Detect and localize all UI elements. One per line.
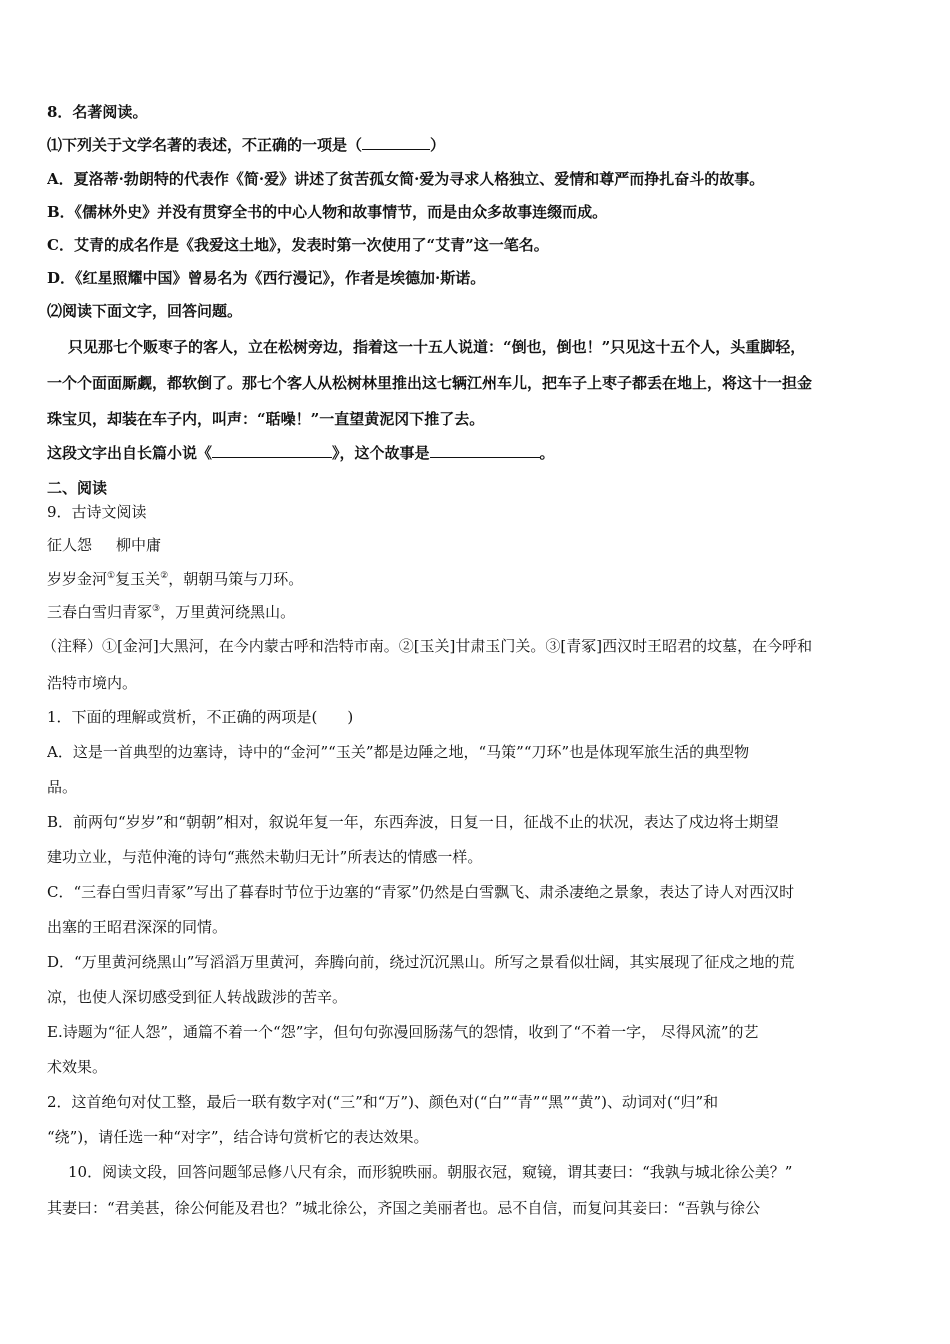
q9-sub2: “绕”)，请任选一种“对字”，结合诗句赏析它的表达效果。	[47, 1128, 429, 1146]
fill-text: 。	[539, 444, 555, 462]
passage-line: 一个个面面厮觑，都软倒了。那七个客人从松树林里推出这七辆江州车儿，把车子上枣子都丢在地上，将这十一担金	[47, 374, 813, 392]
q9-option-e: E.诗题为“征人怨”，通篇不着一个“怨”字，但句句弥漫回肠荡气的怨情，收到了“不着一字， 尽得风流”的艺	[47, 1023, 759, 1041]
q8-option-b: B．《儒林外史》并没有贯穿全书的中心人物和故事情节，而是由众多故事连缀而成。	[47, 203, 608, 221]
q9-option-d: D．“万里黄河绕黑山”写滔滔万里黄河，奔腾向前，绕过沉沉黑山。所写之景看似壮阔，其实展现了征戍之地的荒	[47, 953, 795, 971]
poem-notes: 浩特市境内。	[47, 674, 138, 692]
q8-part1-close: ）	[430, 136, 446, 154]
footnote-marker: ②	[160, 571, 169, 581]
story-name-blank[interactable]	[430, 442, 540, 458]
q9-option-d: 凉，也使人深切感受到征人转战跋涉的苦辛。	[47, 988, 348, 1006]
q9-option-e: 术效果。	[47, 1058, 108, 1076]
q9-title: 9．古诗文阅读	[47, 503, 147, 521]
q9-sub1-title: 1．下面的理解或赏析，不正确的两项是( )	[47, 708, 354, 726]
q9-option-a: A．这是一首典型的边塞诗，诗中的“金河”“玉关”都是边陲之地，“马策”“刀环”也是体现军旅生活的典型物	[47, 743, 750, 761]
q8-fill-line	[47, 442, 910, 464]
q8-title: 8．名著阅读。	[47, 103, 148, 121]
q8-part2-prompt: ⑵阅读下面文字，回答问题。	[47, 302, 243, 320]
q9-option-b: 建功立业，与范仲淹的诗句“燕然未勒归无计”所表达的情感一样。	[47, 848, 483, 866]
poem-notes: （注释）①[金河]大黑河，在今内蒙古呼和浩特市南。②[玉关]甘肃玉门关。③[青冢]西汉时王昭君的坟墓，在今呼和	[42, 637, 813, 655]
footnote-marker: ①	[107, 571, 116, 581]
q9-option-c: 出塞的王昭君深深的同情。	[47, 918, 228, 936]
q8-option-c: C．艾青的成名作是《我爱这土地》，发表时第一次使用了“艾青”这一笔名。	[47, 236, 549, 254]
q9-option-c: C．“三春白雪归青冢”写出了暮春时节位于边塞的“青冢”仍然是白雪飘飞、肃杀凄绝之景象，表达了诗人对西汉时	[47, 883, 795, 901]
passage-line: 只见那七个贩枣子的客人，立在松树旁边，指着这一十五人说道：“倒也，倒也！”只见这十五个人，头重脚轻，	[68, 338, 806, 356]
fill-text: 这段文字出自长篇小说《	[47, 444, 213, 462]
poem-text: ，朝朝马策与刀环。	[168, 570, 304, 588]
poem-line	[47, 601, 910, 623]
fill-text: 》，这个故事是	[332, 444, 430, 462]
q8-part1-prompt-text: ⑴下列关于文学名著的表述，不正确的一项是（	[47, 136, 363, 154]
poem-title: 征人怨	[47, 536, 93, 554]
q9-sub2: 2．这首绝句对仗工整，最后一联有数字对(“三”和“万”)、颜色对(“白”“青”“黑”“黄”)、动词对(“归”和	[47, 1093, 719, 1111]
answer-blank[interactable]	[362, 134, 430, 150]
passage-line: 珠宝贝，却装在车子内，叫声：“聒噪！”一直望黄泥冈下推了去。	[47, 410, 485, 428]
q9-option-a: 品。	[47, 778, 78, 796]
q8-option-a: A．夏洛蒂·勃朗特的代表作《简·爱》讲述了贫苦孤女简·爱为寻求人格独立、爱情和尊严而挣扎奋斗的故事。	[47, 170, 765, 188]
poem-text: 复玉关	[115, 570, 161, 588]
section-heading: 二、阅读	[47, 479, 108, 497]
poem-heading	[47, 534, 910, 556]
novel-title-blank[interactable]	[212, 442, 332, 458]
q10-passage: 其妻曰：“君美甚，徐公何能及君也？”城北徐公，齐国之美丽者也。忌不自信，而复问其妾曰：“吾孰与徐公	[47, 1199, 761, 1217]
q8-option-d: D．《红星照耀中国》曾易名为《西行漫记》，作者是埃德加·斯诺。	[47, 269, 486, 287]
poem-text: 岁岁金河	[47, 570, 108, 588]
q10-passage: 10．阅读文段，回答问题邹忌修八尺有余，而形貌昳丽。朝服衣冠，窥镜，谓其妻曰：“我孰与城北徐公美？”	[68, 1163, 793, 1181]
footnote-marker: ③	[152, 604, 161, 614]
poem-text: 三春白雪归青冢	[47, 603, 153, 621]
poem-line	[47, 568, 910, 590]
q9-option-b: B．前两句“岁岁”和“朝朝”相对，叙说年复一年，东西奔波，日复一日，征战不止的状况，表达了戍边将士期望	[47, 813, 779, 831]
poem-text: ，万里黄河绕黑山。	[160, 603, 296, 621]
q8-part1-prompt	[47, 134, 910, 156]
poem-author: 柳中庸	[116, 536, 162, 554]
